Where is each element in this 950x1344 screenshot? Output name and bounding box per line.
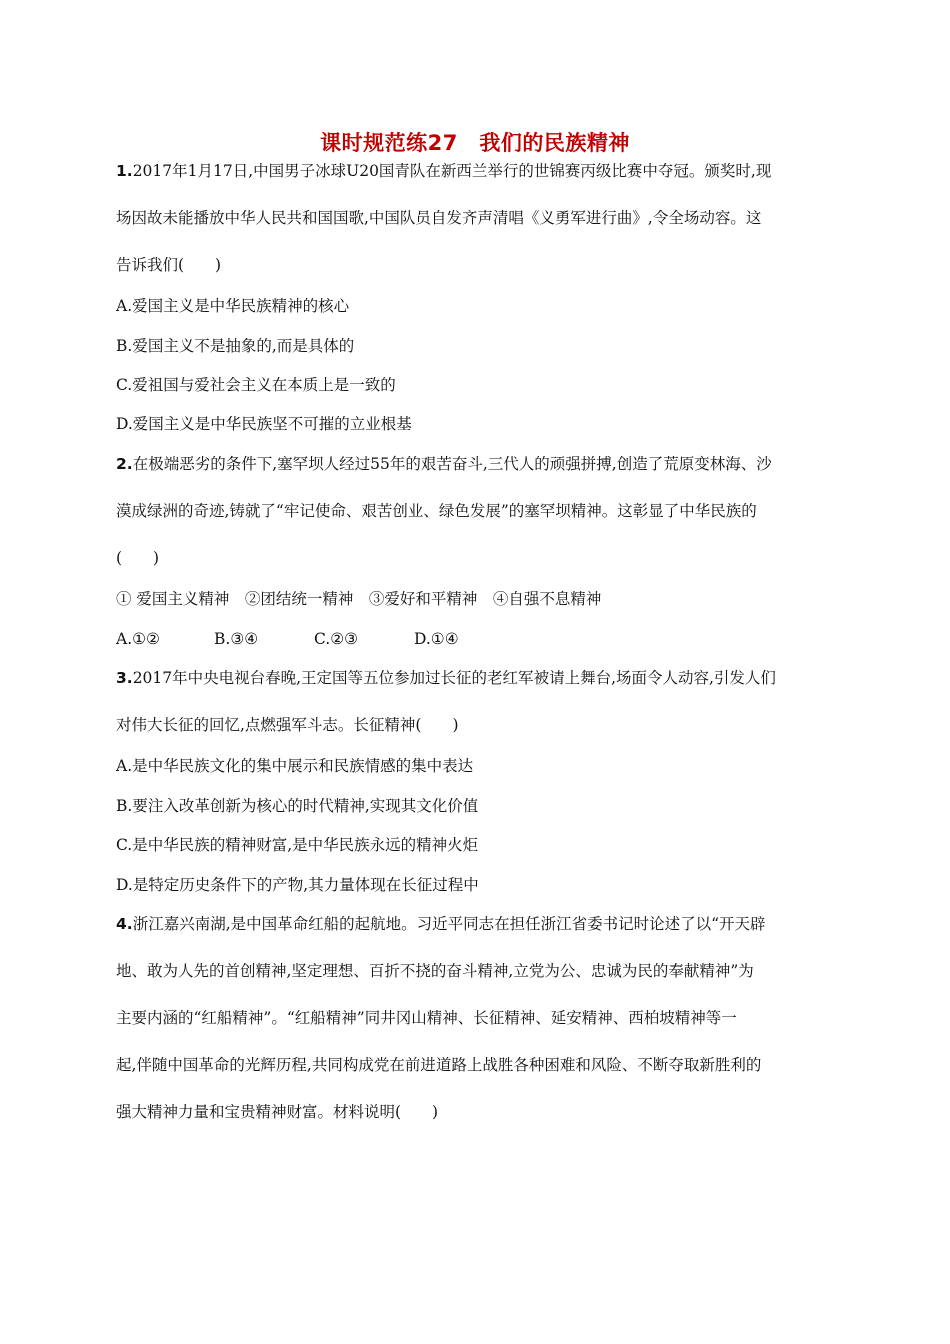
q1-option-b: B.爱国主义不是抽象的,而是具体的 xyxy=(116,337,355,355)
q2-option-a: A.①② xyxy=(116,630,160,648)
q2-option-b: B.③④ xyxy=(214,630,259,648)
q1-text-1: 2017年1月17日,中国男子冰球U20国青队在新西兰举行的世锦赛丙级比赛中夺冠。颁奖时,现 xyxy=(132,162,772,180)
q4-line-3: 主要内涵的“红船精神”。“红船精神”同井冈山精神、长征精神、延安精神、西柏坡精神等一 xyxy=(116,1009,737,1027)
q3-option-c: C.是中华民族的精神财富,是中华民族永远的精神火炬 xyxy=(116,836,479,854)
q4-text-1: 浙江嘉兴南湖,是中国革命红船的起航地。习近平同志在担任浙江省委书记时论述了以“开天辟 xyxy=(132,915,766,933)
q2-number: 2. xyxy=(116,455,133,473)
q3-option-b: B.要注入改革创新为核心的时代精神,实现其文化价值 xyxy=(116,797,479,815)
q1-option-a: A.爱国主义是中华民族精神的核心 xyxy=(116,297,350,315)
q1-number: 1. xyxy=(116,162,133,180)
q4-line-4: 起,伴随中国革命的光辉历程,共同构成党在前进道路上战胜各种困难和风险、不断夺取新胜利的 xyxy=(116,1056,762,1074)
q4-line-1 xyxy=(116,913,836,935)
q2-options xyxy=(116,628,459,650)
q1-option-c: C.爱祖国与爱社会主义在本质上是一致的 xyxy=(116,376,396,394)
q4-line-5: 强大精神力量和宝贵精神财富。材料说明( ) xyxy=(116,1103,439,1121)
q2-line-2: 漠成绿洲的奇迹,铸就了“牢记使命、艰苦创业、绿色发展”的塞罕坝精神。这彰显了中华民族的 xyxy=(116,502,757,520)
q2-text-1: 在极端恶劣的条件下,塞罕坝人经过55年的艰苦奋斗,三代人的顽强拼搏,创造了荒原变林海、沙 xyxy=(132,455,772,473)
q2-option-d: D.①④ xyxy=(414,630,459,648)
q3-text-1: 2017年中央电视台春晚,王定国等五位参加过长征的老红军被请上舞台,场面令人动容,引发人们 xyxy=(132,669,776,687)
q3-option-d: D.是特定历史条件下的产物,其力量体现在长征过程中 xyxy=(116,876,479,894)
q3-number: 3. xyxy=(116,669,133,687)
q3-line-2: 对伟大长征的回忆,点燃强军斗志。长征精神( ) xyxy=(116,716,459,734)
q3-option-a: A.是中华民族文化的集中展示和民族情感的集中表达 xyxy=(116,757,474,775)
q2-option-c: C.②③ xyxy=(314,630,359,648)
q2-line-3: ( ) xyxy=(116,549,160,567)
q2-items: ① 爱国主义精神 ②团结统一精神 ③爱好和平精神 ④自强不息精神 xyxy=(116,590,602,608)
q1-line-3: 告诉我们( ) xyxy=(116,256,222,274)
q1-line-2: 场因故未能播放中华人民共和国国歌,中国队员自发齐声清唱《义勇军进行曲》,令全场动容。这 xyxy=(116,209,762,227)
q4-line-2: 地、敢为人先的首创精神,坚定理想、百折不挠的奋斗精神,立党为公、忠诚为民的奉献精神”为 xyxy=(116,962,754,980)
q4-number: 4. xyxy=(116,915,133,933)
q3-line-1 xyxy=(116,667,836,689)
q1-option-d: D.爱国主义是中华民族坚不可摧的立业根基 xyxy=(116,415,412,433)
q2-line-1 xyxy=(116,453,836,475)
page-title: 课时规范练27 我们的民族精神 xyxy=(320,131,630,155)
q1-line-1 xyxy=(116,160,836,182)
